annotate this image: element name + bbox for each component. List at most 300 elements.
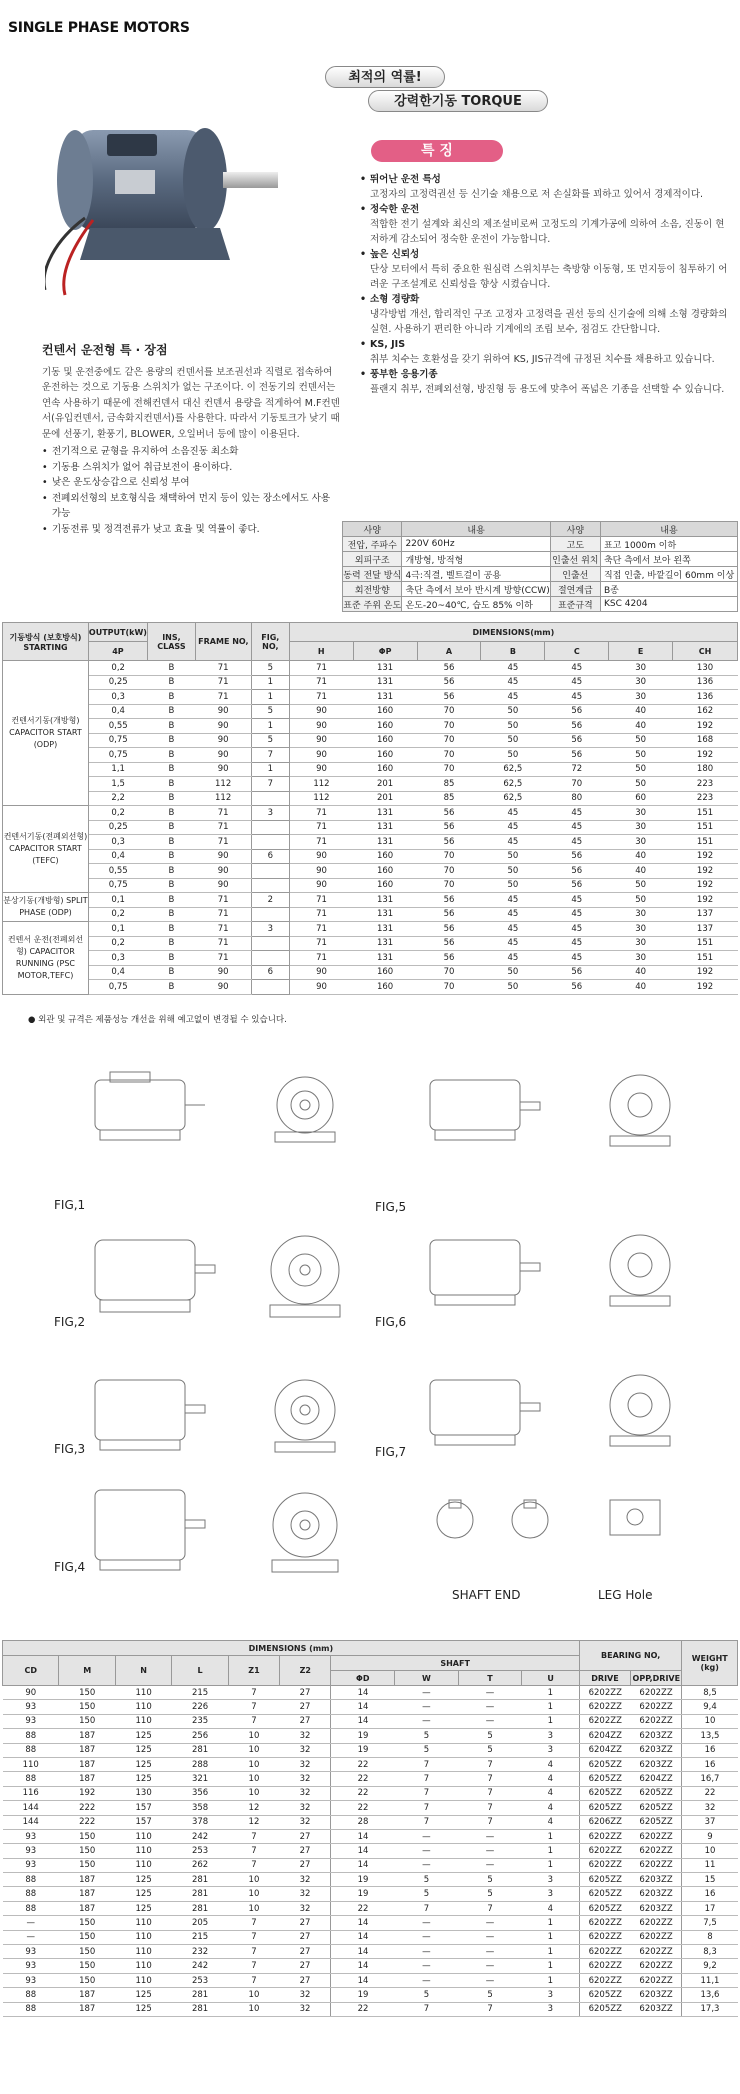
dim-cell: 7 <box>228 1973 279 1987</box>
dim-cell: 7 <box>228 1858 279 1872</box>
fig-cell: 3 <box>251 922 289 937</box>
dim-cell: 56 <box>417 820 481 835</box>
dim-cell: 6202ZZ <box>579 1686 630 1700</box>
dim-cell: 378 <box>172 1815 228 1829</box>
dim-cell: — <box>458 1700 522 1714</box>
dim-cell: 6205ZZ <box>579 1887 630 1901</box>
dim-cell: 4 <box>522 1786 579 1800</box>
ins-cell: B <box>147 835 195 850</box>
dim-cell: 71 <box>289 675 353 690</box>
col-phi-d: ΦD <box>331 1671 395 1686</box>
table-row <box>3 704 738 719</box>
output-cell: 0,75 <box>88 733 147 748</box>
dim-cell: 3 <box>522 2002 579 2016</box>
feature-item: • KS, JIS 취부 치수는 호환성을 갖기 위하여 KS, JIS규격에 규정된 치수를 채용하고 있습니다. <box>370 337 730 367</box>
fig-6-label: FIG,6 <box>375 1315 407 1329</box>
dim-cell: 16,7 <box>682 1772 738 1786</box>
dim-cell: 56 <box>417 661 481 676</box>
spec-value: 220V 60Hz <box>402 537 550 552</box>
spec-value: 표고 1000m 이하 <box>600 537 737 552</box>
dim-cell: 6202ZZ <box>579 1829 630 1843</box>
dim-cell: 14 <box>331 1700 395 1714</box>
fig-cell <box>251 791 289 806</box>
dim-cell: 110 <box>115 1700 171 1714</box>
dim-cell: 27 <box>280 1686 331 1700</box>
feature-item: • 정숙한 운전 적합한 전기 설계와 최신의 제조설비로써 고정도의 기계가공에 의하여 소음, 진동이 현저하게 감소되어 정숙한 운전이 가능합니다. <box>370 202 730 247</box>
dim-cell: 150 <box>59 1858 115 1872</box>
dim-cell: 125 <box>115 1772 171 1786</box>
dim-cell: 131 <box>353 907 417 922</box>
dim-cell: 7 <box>458 1786 522 1800</box>
dim-cell: 6203ZZ <box>631 1743 682 1757</box>
table-row <box>3 1973 738 1987</box>
dim-cell: 253 <box>172 1973 228 1987</box>
dim-cell: 11,1 <box>682 1973 738 1987</box>
spec-value: 온도-20~40℃, 습도 85% 이하 <box>402 597 550 612</box>
dim-cell: 242 <box>172 1959 228 1973</box>
dim-cell: 45 <box>545 907 609 922</box>
dim-cell: 70 <box>417 849 481 864</box>
dim-cell: 7 <box>228 1829 279 1843</box>
starting-group: 컨텐서기동(전폐외선형) CAPACITOR START (TEFC) <box>3 806 89 893</box>
spec-row <box>343 582 738 597</box>
spec-row <box>343 567 738 582</box>
dim-cell: 16 <box>682 1757 738 1771</box>
dim-cell: 151 <box>673 936 738 951</box>
dim-cell: 93 <box>3 1858 59 1872</box>
dim-cell: 131 <box>353 951 417 966</box>
dim-cell: 6202ZZ <box>631 1916 682 1930</box>
table-row <box>3 965 738 980</box>
output-cell: 0,3 <box>88 835 147 850</box>
dim-cell: 4 <box>522 1757 579 1771</box>
dim-cell: 40 <box>609 719 673 734</box>
dim-cell: 1 <box>522 1959 579 1973</box>
capacitor-run-bullets <box>42 444 342 537</box>
dim-cell: 160 <box>353 980 417 995</box>
dim-cell: 110 <box>115 1973 171 1987</box>
ins-cell: B <box>147 864 195 879</box>
dim-cell: 6205ZZ <box>631 1815 682 1829</box>
dim-cell: 10 <box>228 1729 279 1743</box>
page-title: SINGLE PHASE MOTORS <box>8 20 190 36</box>
list-item: • 전폐외선형의 보호형식을 채택하여 먼지 등이 있는 장소에서도 사용 가능 <box>42 491 342 522</box>
dim-cell: — <box>395 1916 459 1930</box>
dim-cell: 281 <box>172 1988 228 2002</box>
table-row <box>3 777 738 792</box>
feature-item: • 소형 경량화 냉각방법 개선, 합리적인 구조 고정자 고정력을 권선 등의 신기술에 의해 소형 경량화의 실현. 사용하기 편리한 아니라 기계에의 조립 보수, 점검도 간단합니다. <box>370 292 730 337</box>
ins-cell: B <box>147 704 195 719</box>
col-shaft: SHAFT <box>331 1656 579 1671</box>
dim-cell: 56 <box>545 704 609 719</box>
dim-cell: 90 <box>289 878 353 893</box>
dim-cell: 131 <box>353 675 417 690</box>
dim-cell: 70 <box>417 762 481 777</box>
dim-cell: 62,5 <box>481 791 545 806</box>
table-row <box>3 878 738 893</box>
dim-cell: 15 <box>682 1873 738 1887</box>
dim-cell: 45 <box>545 675 609 690</box>
dim-cell: 88 <box>3 2002 59 2016</box>
dim-cell: 6202ZZ <box>631 1844 682 1858</box>
dimensions-table-2 <box>2 1640 738 2017</box>
dim-cell: 45 <box>545 835 609 850</box>
dim-cell: 93 <box>3 1973 59 1987</box>
dim-cell: 32 <box>682 1801 738 1815</box>
table-row <box>3 1829 738 1843</box>
spec-table <box>342 521 738 612</box>
frame-cell: 71 <box>195 922 251 937</box>
dim-cell: 5 <box>458 1988 522 2002</box>
fig-cell: 7 <box>251 748 289 763</box>
note-bullet-icon: ● <box>28 1015 36 1025</box>
dim-cell: 30 <box>609 936 673 951</box>
ins-cell: B <box>147 690 195 705</box>
col-cd: CD <box>3 1656 59 1686</box>
dim-cell: 281 <box>172 1873 228 1887</box>
dim-cell: 32 <box>280 1887 331 1901</box>
dim-cell: 112 <box>289 777 353 792</box>
spec-value: 4극:직결, 벨트걸이 공용 <box>402 567 550 582</box>
list-item: • 전기적으로 균형을 유지하여 소음진동 최소화 <box>42 444 342 460</box>
dim-cell: 62,5 <box>481 762 545 777</box>
frame-cell: 90 <box>195 704 251 719</box>
col-dim: A <box>417 642 481 661</box>
dim-cell: 6202ZZ <box>631 1973 682 1987</box>
dim-cell: 157 <box>115 1801 171 1815</box>
dim-cell: — <box>458 1844 522 1858</box>
fig-1-label: FIG,1 <box>54 1198 86 1212</box>
dim-cell: 1 <box>522 1916 579 1930</box>
dim-cell: 71 <box>289 835 353 850</box>
features-list <box>370 172 730 397</box>
dim-cell: 56 <box>545 965 609 980</box>
dim-cell: 110 <box>115 1714 171 1728</box>
dim-cell: 7 <box>395 1801 459 1815</box>
dim-cell: 151 <box>673 806 738 821</box>
dim-cell: 125 <box>115 1988 171 2002</box>
table-row <box>3 675 738 690</box>
output-cell: 0,4 <box>88 965 147 980</box>
frame-cell: 90 <box>195 849 251 864</box>
dim-cell: 56 <box>545 849 609 864</box>
table-row <box>3 1858 738 1872</box>
output-cell: 2,2 <box>88 791 147 806</box>
dim-cell: 4 <box>522 1801 579 1815</box>
dim-cell: 125 <box>115 1729 171 1743</box>
dim-cell: 56 <box>545 719 609 734</box>
list-item: • 기동용 스위치가 없어 취급보전이 용이하다. <box>42 460 342 476</box>
ins-cell: B <box>147 907 195 922</box>
dim-cell: 88 <box>3 1887 59 1901</box>
dim-cell: 151 <box>673 835 738 850</box>
dim-cell: 50 <box>481 864 545 879</box>
dim-cell: 85 <box>417 777 481 792</box>
dim-cell: 85 <box>417 791 481 806</box>
dim-cell: 6203ZZ <box>631 1757 682 1771</box>
dim-cell: 7 <box>395 1786 459 1800</box>
spec-label: 인출선 <box>550 567 600 582</box>
output-cell: 0,3 <box>88 951 147 966</box>
dim-cell: 160 <box>353 733 417 748</box>
output-cell: 0,25 <box>88 820 147 835</box>
dim-cell: 150 <box>59 1916 115 1930</box>
dim-cell: 14 <box>331 1844 395 1858</box>
dim-cell: 10 <box>228 1988 279 2002</box>
dim-cell: 150 <box>59 1686 115 1700</box>
col-fig: FIG, NO, <box>251 623 289 661</box>
table-row <box>3 1873 738 1887</box>
dim-cell: — <box>458 1858 522 1872</box>
table-row <box>3 980 738 995</box>
spec-label: 인출선 위치 <box>550 552 600 567</box>
dim-cell: 201 <box>353 791 417 806</box>
dim-cell: 30 <box>609 820 673 835</box>
dim-cell: 6202ZZ <box>579 1973 630 1987</box>
dim-cell: 1 <box>522 1930 579 1944</box>
dim-cell: 6205ZZ <box>631 1786 682 1800</box>
dim-cell: 50 <box>609 748 673 763</box>
table-row <box>3 1815 738 1829</box>
dim-cell: 6202ZZ <box>579 1714 630 1728</box>
ins-cell: B <box>147 675 195 690</box>
table-row <box>3 1686 738 1700</box>
tagline-torque: 강력한기동 TORQUE <box>368 90 548 112</box>
dim-cell: 71 <box>289 820 353 835</box>
dim-cell: 6204ZZ <box>631 1772 682 1786</box>
dim-cell: 7 <box>395 1772 459 1786</box>
dim-cell: — <box>395 1930 459 1944</box>
fig-cell: 5 <box>251 704 289 719</box>
frame-cell: 90 <box>195 719 251 734</box>
spec-header: 내용 <box>402 522 550 537</box>
ins-cell: B <box>147 748 195 763</box>
dim-cell: 22 <box>331 1901 395 1915</box>
dim-cell: — <box>458 1686 522 1700</box>
dim-cell: 45 <box>481 936 545 951</box>
spec-label: 회전방향 <box>343 582 402 597</box>
table-row <box>3 806 738 821</box>
fig-cell: 6 <box>251 965 289 980</box>
dim-cell: 6202ZZ <box>631 1945 682 1959</box>
ins-cell: B <box>147 980 195 995</box>
table-row <box>3 1930 738 1944</box>
dim-cell: 5 <box>458 1729 522 1743</box>
dim-cell: 6205ZZ <box>579 1873 630 1887</box>
frame-cell: 90 <box>195 980 251 995</box>
spec-value: 축단 측에서 보아 왼쪽 <box>600 552 737 567</box>
dim-cell: 6204ZZ <box>579 1743 630 1757</box>
dim-cell: 7 <box>458 2002 522 2016</box>
frame-cell: 112 <box>195 777 251 792</box>
dim-cell: 10 <box>228 2002 279 2016</box>
dim-cell: 192 <box>673 965 738 980</box>
output-cell: 0,1 <box>88 893 147 908</box>
dim-cell: 71 <box>289 806 353 821</box>
fig-cell <box>251 820 289 835</box>
table-row <box>3 1743 738 1757</box>
table-row <box>3 951 738 966</box>
dim-cell: 14 <box>331 1714 395 1728</box>
dim-cell: 136 <box>673 690 738 705</box>
dim-cell: 40 <box>609 849 673 864</box>
dim-cell: 13,5 <box>682 1729 738 1743</box>
dim-cell: 180 <box>673 762 738 777</box>
output-cell: 0,3 <box>88 690 147 705</box>
dim-cell: 32 <box>280 1786 331 1800</box>
dim-cell: 150 <box>59 1829 115 1843</box>
dim-cell: 30 <box>609 661 673 676</box>
dim-cell: 45 <box>545 820 609 835</box>
table-row <box>3 690 738 705</box>
outline-drawings <box>0 1060 740 1480</box>
dim-cell: 13,6 <box>682 1988 738 2002</box>
dim-cell: 88 <box>3 1743 59 1757</box>
dim-cell: 110 <box>115 1945 171 1959</box>
dim-cell: 88 <box>3 1873 59 1887</box>
dim-cell: 90 <box>289 704 353 719</box>
dim-cell: 1 <box>522 1829 579 1843</box>
dim-cell: 56 <box>545 733 609 748</box>
dim-cell: 281 <box>172 1887 228 1901</box>
dim-cell: 32 <box>280 1901 331 1915</box>
dim-cell: 70 <box>417 719 481 734</box>
dim-cell: 14 <box>331 1973 395 1987</box>
table-row <box>3 907 738 922</box>
col-starting: 기동방식 (보호방식) STARTING <box>3 623 89 661</box>
dim-cell: 6202ZZ <box>579 1916 630 1930</box>
dim-cell: 30 <box>609 675 673 690</box>
output-cell: 0,2 <box>88 907 147 922</box>
col-dim: ΦP <box>353 642 417 661</box>
dim-cell: 110 <box>115 1916 171 1930</box>
dim-cell: 281 <box>172 2002 228 2016</box>
dim-cell: 6202ZZ <box>631 1829 682 1843</box>
col-output: OUTPUT(kW) <box>88 623 147 642</box>
dim-cell: 56 <box>417 922 481 937</box>
table-row <box>3 1887 738 1901</box>
dim-cell: 17,3 <box>682 2002 738 2016</box>
dim-cell: — <box>395 1714 459 1728</box>
dim-cell: 187 <box>59 1772 115 1786</box>
dim-cell: 7 <box>228 1844 279 1858</box>
dim-cell: 27 <box>280 1945 331 1959</box>
dim-cell: 222 <box>59 1815 115 1829</box>
table-row <box>3 864 738 879</box>
dim-cell: 110 <box>115 1959 171 1973</box>
dim-cell: 7 <box>395 1815 459 1829</box>
dim-cell: 70 <box>545 777 609 792</box>
dim-cell: 205 <box>172 1916 228 1930</box>
dim-cell: 137 <box>673 922 738 937</box>
dim-cell: 4 <box>522 1815 579 1829</box>
dim-cell: 22 <box>331 1757 395 1771</box>
col-bearing: BEARING NO, <box>579 1641 682 1671</box>
dim-cell: 14 <box>331 1959 395 1973</box>
dim-cell: 7 <box>228 1686 279 1700</box>
dim-cell: 7 <box>395 1757 459 1771</box>
dim-cell: 45 <box>545 690 609 705</box>
dim-cell: 6205ZZ <box>579 1801 630 1815</box>
disclaimer-note: ● 외관 및 규격은 제품성능 개선을 위해 예고없이 변경될 수 있습니다. <box>28 1015 287 1025</box>
fig-cell: 2 <box>251 893 289 908</box>
list-item: • 기동전류 및 정격전류가 낮고 효율 및 역률이 좋다. <box>42 522 342 538</box>
ins-cell: B <box>147 806 195 821</box>
feature-item: • 풍부한 응용기종 플랜지 취부, 전폐외선형, 방진형 등 용도에 맞추어 폭넓은 기종을 선택할 수 있습니다. <box>370 367 730 397</box>
dim-cell: 160 <box>353 719 417 734</box>
dim-cell: 192 <box>673 878 738 893</box>
col-t: T <box>458 1671 522 1686</box>
dim-cell: 130 <box>673 661 738 676</box>
outline-drawings-lower <box>0 1480 740 1630</box>
dim-cell: 6202ZZ <box>579 1858 630 1872</box>
dim-cell: 19 <box>331 1873 395 1887</box>
dim-cell: 90 <box>289 762 353 777</box>
dim-cell: 125 <box>115 1901 171 1915</box>
dim-cell: 50 <box>609 878 673 893</box>
dim-cell: 223 <box>673 791 738 806</box>
feature-item: • 뛰어난 운전 특성 고정자의 고정력권선 등 신기술 채용으로 저 손실화를 꾀하고 있어서 경제적이다. <box>370 172 730 202</box>
spec-row <box>343 597 738 612</box>
dim-cell: 288 <box>172 1757 228 1771</box>
dim-cell: 110 <box>3 1757 59 1771</box>
capacitor-run-intro: 기동 및 운전중에도 같은 용량의 컨덴서를 보조권선과 직렬로 접속하여 운전하는 것으로 기동용 스위치가 없는 구조이다. 이 전동기의 컨덴서는 연속 사용하기 때문에 전해컨덴서 대신 컨덴서 용량을 적게하여 M.F컨덴서(유입컨덴서, 금속화지컨덴서)를 사용한다. 따라서 기동토크가 낮기 때문에 선풍기, 환풍기, BLOWER, 오일버너 등에 많이 이용된다. <box>42 366 340 440</box>
spec-label: 표준규격 <box>550 597 600 612</box>
dim-cell: — <box>458 1945 522 1959</box>
starting-group: 분상기동(개방형) SPLIT PHASE (ODP) <box>3 893 89 922</box>
col-dim: H <box>289 642 353 661</box>
dim-cell: 7 <box>228 1945 279 1959</box>
col-dim: CH <box>673 642 738 661</box>
spec-label: 고도 <box>550 537 600 552</box>
starting-group: 컨텐서 운전(전폐외선형) CAPACITOR RUNNING (PSC MOTOR,TEFC) <box>3 922 89 995</box>
ins-cell: B <box>147 849 195 864</box>
dim-cell: 187 <box>59 2002 115 2016</box>
dim-cell: 160 <box>353 762 417 777</box>
dim-cell: 27 <box>280 1829 331 1843</box>
dim-cell: 80 <box>545 791 609 806</box>
table-row <box>3 1988 738 2002</box>
dim-cell: 262 <box>172 1858 228 1872</box>
dim-cell: 10 <box>228 1887 279 1901</box>
dim-cell: 187 <box>59 1887 115 1901</box>
dim-cell: 6203ZZ <box>631 2002 682 2016</box>
dim-cell: 4 <box>522 1901 579 1915</box>
dim-cell: 7 <box>458 1801 522 1815</box>
dim-cell: — <box>395 1829 459 1843</box>
frame-cell: 71 <box>195 835 251 850</box>
dim-cell: 131 <box>353 690 417 705</box>
dim-cell: 6206ZZ <box>579 1815 630 1829</box>
leg-hole-label: LEG Hole <box>598 1588 653 1602</box>
table-row <box>3 1844 738 1858</box>
col-drive: DRIVE <box>579 1671 630 1686</box>
dim-cell: 37 <box>682 1815 738 1829</box>
dim-cell: 27 <box>280 1930 331 1944</box>
dim-cell: 5 <box>395 1743 459 1757</box>
dim-cell: 131 <box>353 893 417 908</box>
dim-cell: 7 <box>228 1700 279 1714</box>
fig-2-label: FIG,2 <box>54 1315 86 1329</box>
output-cell: 0,4 <box>88 704 147 719</box>
dim-cell: — <box>3 1916 59 1930</box>
dim-cell: 70 <box>417 878 481 893</box>
output-cell: 0,2 <box>88 806 147 821</box>
ins-cell: B <box>147 791 195 806</box>
dim-cell: 110 <box>115 1844 171 1858</box>
dim-cell: 27 <box>280 1973 331 1987</box>
dim-cell: 40 <box>609 864 673 879</box>
